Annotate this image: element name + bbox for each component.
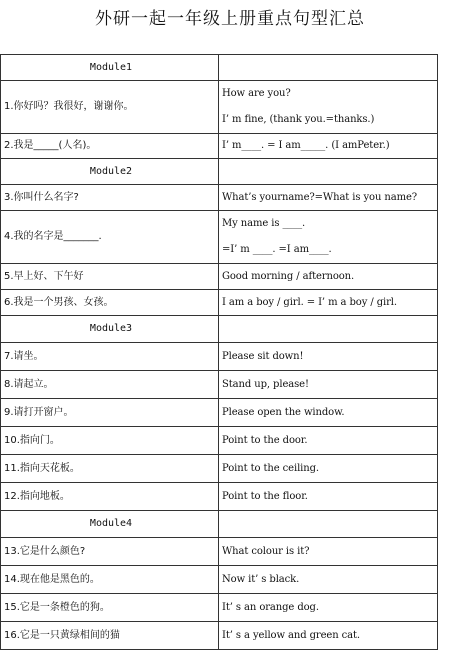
sentence-row bbox=[1, 455, 438, 483]
sentence-row bbox=[1, 622, 438, 650]
chinese-sentence: 10.指向门。 bbox=[1, 427, 219, 455]
chinese-sentence: 12.指向地板。 bbox=[1, 483, 219, 511]
chinese-sentence: 9.请打开窗户。 bbox=[1, 399, 219, 427]
english-sentence-cell bbox=[219, 343, 438, 371]
english-sentence: Now it’ s black. bbox=[222, 573, 300, 585]
chinese-sentence: 14.现在他是黑色的。 bbox=[1, 566, 219, 594]
chinese-sentence: 4.我的名字是_______. bbox=[1, 211, 219, 264]
english-sentence-cell bbox=[219, 538, 438, 566]
sentence-table-body bbox=[1, 55, 438, 650]
english-sentence-cell bbox=[219, 427, 438, 455]
chinese-sentence: 3.你叫什么名字? bbox=[1, 185, 219, 211]
sentence-row bbox=[1, 134, 438, 159]
sentence-row bbox=[1, 566, 438, 594]
sentence-row bbox=[1, 343, 438, 371]
chinese-sentence: 6.我是一个男孩、女孩。 bbox=[1, 290, 219, 316]
english-sentence-cell bbox=[219, 594, 438, 622]
english-sentence: Point to the ceiling. bbox=[222, 462, 319, 474]
english-sentence-cell bbox=[219, 290, 438, 316]
chinese-sentence: 13.它是什么颜色? bbox=[1, 538, 219, 566]
english-sentence: It’ s an orange dog. bbox=[222, 601, 319, 613]
empty-cell bbox=[219, 511, 438, 538]
empty-cell bbox=[219, 55, 438, 81]
english-sentence: Point to the floor. bbox=[222, 490, 308, 502]
english-sentence: How are you? bbox=[222, 88, 291, 99]
english-sentence: What colour is it? bbox=[222, 545, 310, 557]
english-sentence: Point to the door. bbox=[222, 434, 308, 446]
english-sentence-cell bbox=[219, 134, 438, 159]
module-label: Module2 bbox=[1, 159, 219, 185]
english-sentence: I’ m fine, (thank you.=thanks.) bbox=[222, 114, 375, 125]
sentence-row bbox=[1, 538, 438, 566]
sentence-row bbox=[1, 81, 438, 134]
page-title: 外研一起一年级上册重点句型汇总 bbox=[95, 9, 365, 29]
english-sentence-cell bbox=[219, 483, 438, 511]
sentence-row bbox=[1, 427, 438, 455]
sentence-row bbox=[1, 264, 438, 290]
chinese-sentence: 11.指向天花板。 bbox=[1, 455, 219, 483]
chinese-sentence: 16.它是一只黄绿相间的猫 bbox=[1, 622, 219, 650]
english-sentence: Stand up, please! bbox=[222, 378, 309, 390]
sentence-row bbox=[1, 290, 438, 316]
module-header-row bbox=[1, 511, 438, 538]
sentence-row bbox=[1, 211, 438, 264]
english-sentence-cell bbox=[219, 399, 438, 427]
english-sentence-cell bbox=[219, 264, 438, 290]
english-sentence: I’ m____. = I am_____. (I amPeter.) bbox=[222, 140, 390, 151]
chinese-sentence: 8.请起立。 bbox=[1, 371, 219, 399]
module-header-row bbox=[1, 316, 438, 343]
english-sentence: I am a boy / girl. = I’ m a boy / girl. bbox=[222, 296, 397, 308]
module-header-row bbox=[1, 55, 438, 81]
english-sentence: What’s yourname?=What is you name? bbox=[222, 191, 418, 203]
english-sentence-cell bbox=[219, 455, 438, 483]
english-sentence-cell bbox=[219, 81, 438, 134]
sentence-table bbox=[0, 54, 438, 650]
english-sentence-cell bbox=[219, 371, 438, 399]
english-sentence-cell bbox=[219, 185, 438, 211]
chinese-sentence: 5.早上好、下午好 bbox=[1, 264, 219, 290]
chinese-sentence: 2.我是_____(人名)。 bbox=[1, 134, 219, 159]
english-sentence: Please sit down! bbox=[222, 350, 304, 362]
english-sentence-cell bbox=[219, 211, 438, 264]
module-header-row bbox=[1, 159, 438, 185]
english-sentence-cell bbox=[219, 622, 438, 650]
english-sentence: =I’ m ____. =I am____. bbox=[222, 244, 332, 255]
sentence-row bbox=[1, 594, 438, 622]
module-label: Module4 bbox=[1, 511, 219, 538]
empty-cell bbox=[219, 159, 438, 185]
chinese-sentence: 15.它是一条橙色的狗。 bbox=[1, 594, 219, 622]
english-sentence: It’ s a yellow and green cat. bbox=[222, 629, 360, 641]
english-sentence: Good morning / afternoon. bbox=[222, 270, 355, 282]
sentence-row bbox=[1, 399, 438, 427]
chinese-sentence: 1.你好吗？我很好，谢谢你。 bbox=[1, 81, 219, 134]
sentence-row bbox=[1, 371, 438, 399]
english-sentence-cell bbox=[219, 566, 438, 594]
module-label: Module1 bbox=[1, 55, 219, 81]
empty-cell bbox=[219, 316, 438, 343]
english-sentence: Please open the window. bbox=[222, 406, 345, 418]
chinese-sentence: 7.请坐。 bbox=[1, 343, 219, 371]
module-label: Module3 bbox=[1, 316, 219, 343]
sentence-row bbox=[1, 483, 438, 511]
english-sentence: My name is ____. bbox=[222, 218, 306, 229]
sentence-row bbox=[1, 185, 438, 211]
